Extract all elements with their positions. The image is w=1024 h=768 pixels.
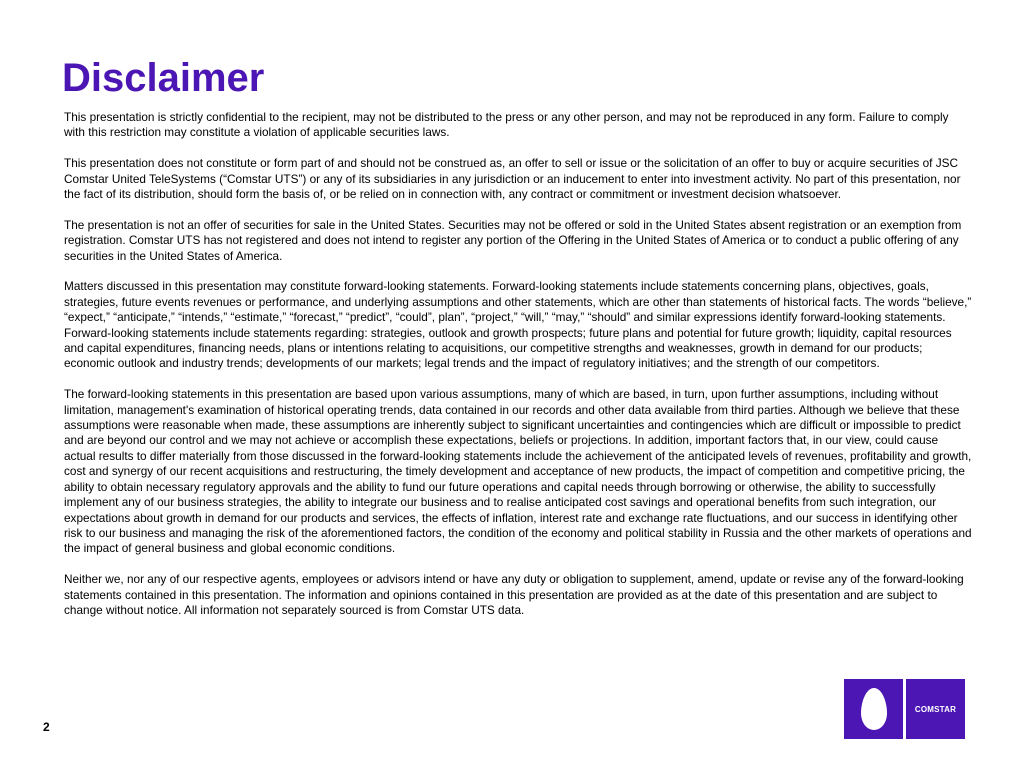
disclaimer-body <box>64 110 972 634</box>
logo-text: COMSTAR <box>914 704 957 714</box>
comstar-logo <box>844 679 965 739</box>
disclaimer-paragraph: The presentation is not an offer of securities for sale in the United States. Securities may not be offered or sold in the United States absent registration or an exemption from registration. Comstar UTS has not registered and does not intend to register any portion of the Offering in the United States of America or to conduct a public offering of any securities in the United States of America. <box>64 217 962 263</box>
logo-text-panel <box>906 679 965 739</box>
page-number: 2 <box>43 720 50 734</box>
logo-egg-panel <box>844 679 903 739</box>
disclaimer-paragraph: This presentation is strictly confidential to the recipient, may not be distributed to the press or any other person, and may not be reproduced in any form. Failure to comply with this restriction may constitute a violation of applicable securities laws. <box>64 110 949 140</box>
disclaimer-paragraph: This presentation does not constitute or form part of and should not be construed as, an offer to sell or issue or the solicitation of an offer to buy or acquire securities of JSC Comstar United TeleSystems (“Comstar UTS”) or any of its subsidiaries in any jurisdiction or an inducement to enter into investment activity. No part of this presentation, nor the fact of its distribution, should form the basis of, or be relied on in connection with, any contract or commitment or investment decision whatsoever. <box>64 156 961 202</box>
egg-icon <box>860 687 888 731</box>
disclaimer-paragraph: Matters discussed in this presentation may constitute forward-looking statements. Forward-looking statements include statements concerning plans, objectives, goals, strategies, future events revenues or performance, and underlying assumptions and other statements, which are other than statements of historical facts. The words “believe,” “expect,” “anticipate,” “intends,” “estimate,” “forecast,” “predict”, “could”, plan”, “project,” “will,” “may,” “should” and similar expressions identify forward-looking statements. Forward-looking statements include statements regarding: strategies, outlook and growth prospects; future plans and potential for future growth; liquidity, capital resources and capital expenditures, financing needs, plans or intentions relating to acquisitions, our competitive strengths and weaknesses, growth in demand for our products; economic outlook and industry trends; developments of our markets; legal trends and the impact of regulatory initiatives; and the strength of our competitors. <box>64 279 972 371</box>
disclaimer-paragraph: The forward-looking statements in this presentation are based upon various assumptions, many of which are based, in turn, upon further assumptions, including without limitation, management's examination of historical operating trends, data contained in our records and other data available from third parties. Although we believe that these assumptions were reasonable when made, these assumptions are inherently subject to significant uncertainties and contingencies which are difficult or impossible to predict and are beyond our control and we may not achieve or accomplish these expectations, beliefs or projections. In addition, important factors that, in our view, could cause actual results to differ materially from those discussed in the forward-looking statements include the achievement of the anticipated levels of revenues, profitability and growth, cost and synergy of our recent acquisitions and restructuring, the timely development and acceptance of new products, the impact of competition and competitive pricing, the ability to obtain necessary regulatory approvals and the ability to fund our future operations and capital needs through borrowing or otherwise, the ability to successfully implement any of our business strategies, the ability to integrate our business and to realise anticipated cost savings and operational benefits from such integration, our expectations about growth in demand for our products and services, the effects of inflation, interest rate and exchange rate fluctuations, and our success in identifying other risk to our business and managing the risk of the aforementioned factors, the condition of the economy and political stability in Russia and the other markets of operations and the impact of general business and global economic conditions. <box>64 387 972 556</box>
disclaimer-paragraph: Neither we, nor any of our respective agents, employees or advisors intend or have any duty or obligation to supplement, amend, update or revise any of the forward-looking statements contained in this presentation. The information and opinions contained in this presentation are provided as at the date of this presentation and are subject to change without notice. All information not separately sourced is from Comstar UTS data. <box>64 572 964 617</box>
page-title: Disclaimer <box>62 56 265 100</box>
